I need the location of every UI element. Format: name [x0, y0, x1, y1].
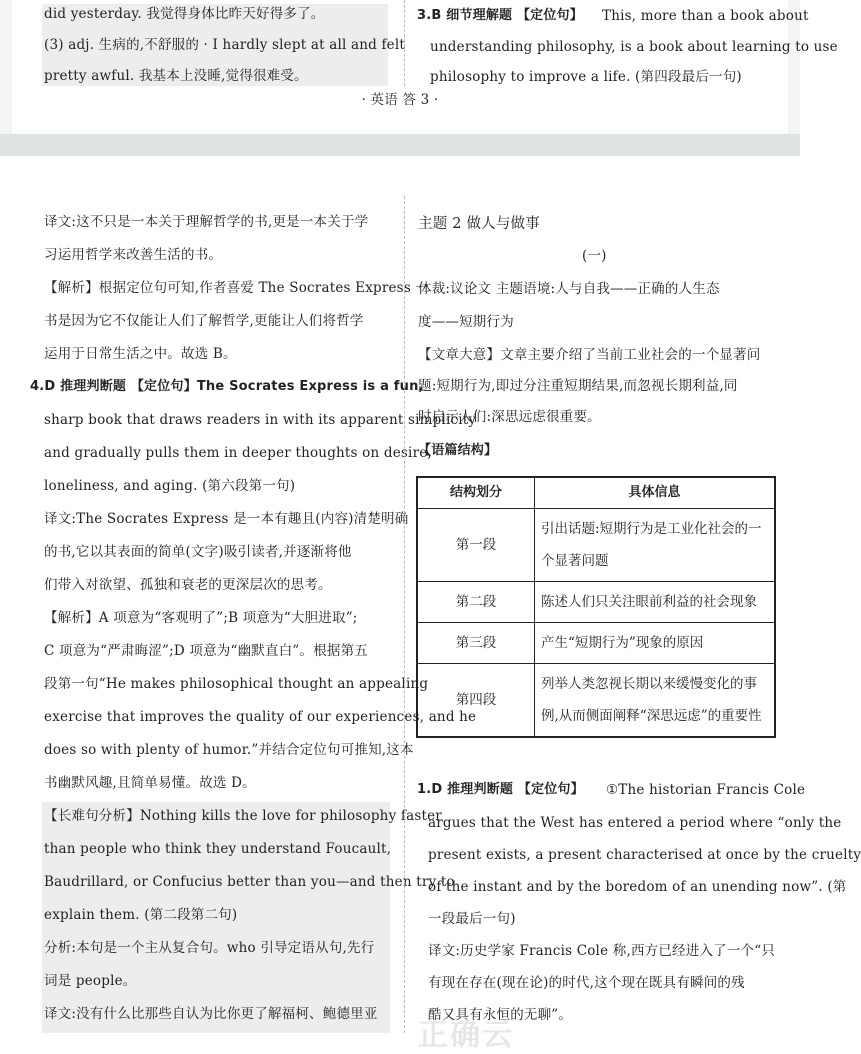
left-line-1: 译文:这不只是一本关于理解哲学的书,更是一本关于学 [44, 214, 369, 230]
genre-line-1: 体裁:议论文 主题语境:人与自我——正确的人生态 [418, 281, 720, 297]
left-line-22: explain them. (第二段第二句) [44, 907, 238, 923]
genre-line-2: 度——短期行为 [418, 314, 514, 330]
left-line-17: does so with plenty of humor.”并结合定位句可推知,这本 [44, 742, 414, 758]
left-line-5: 运用于日常生活之中。故选 B。 [44, 346, 237, 362]
column-divider-top [404, 0, 405, 86]
left-line-25: 译文:没有什么比那些自认为比你更了解福柯、鲍德里亚 [44, 1006, 378, 1022]
q4-heading: 4.D 推理判断题 【定位句】The Socrates Express is a fun, [30, 379, 424, 394]
section-number: (一) [582, 248, 607, 264]
q1-line-4: of the instant and by the boredom of an unending now”. (第 [428, 879, 847, 895]
page-gap [0, 134, 800, 156]
top-left-line-3: pretty awful. 我基本上没睡,觉得很难受。 [44, 68, 308, 84]
column-divider [404, 196, 405, 1033]
table-cell-info: 陈述人们只关注眼前利益的社会现象 [535, 582, 776, 623]
left-line-2: 习运用哲学来改善生活的书。 [44, 247, 223, 263]
q1-line-5: 一段最后一句) [428, 911, 516, 927]
left-line-12: 们带入对欲望、孤独和衰老的更深层次的思考。 [44, 577, 332, 593]
summary-line-1: 【文章大意】文章主要介绍了当前工业社会的一个显著问 [418, 347, 761, 363]
table-cell-info: 产生“短期行为”现象的原因 [535, 623, 776, 664]
theme-title: 主题 2 做人与做事 [418, 216, 540, 232]
left-line-7: sharp book that draws readers in with its apparent simplicity [44, 412, 477, 428]
summary-line-3: 时启示人们:深思远虑很重要。 [418, 409, 601, 425]
left-line-8: and gradually pulls them in deeper thoughts on desire, [44, 445, 432, 461]
q1-line-3: present exists, a present characterised at once by the cruelty [428, 847, 861, 863]
left-line-23: 分析:本句是一个主从复合句。who 引导定语从句,先行 [44, 940, 375, 956]
table-cell-part: 第二段 [417, 582, 535, 623]
table-cell-part: 第三段 [417, 623, 535, 664]
top-left-line-1: did yesterday. 我觉得身体比昨天好得多了。 [44, 6, 325, 22]
table-cell-info: 列举人类忽视长期以来缓慢变化的事例,从而侧面阐释“深思远虑”的重要性 [535, 664, 776, 738]
q3-line-2: understanding philosophy, is a book about learning to use [430, 39, 838, 55]
table-cell-info: 引出话题:短期行为是工业化社会的一个显著问题 [535, 509, 776, 582]
q3-line-1: This, more than a book about [602, 8, 809, 24]
q1-line-2: argues that the West has entered a period where “only the [428, 815, 842, 831]
left-line-3: 【解析】根据定位句可知,作者喜爱 The Socrates Express 一 [44, 280, 430, 296]
q3-line-3: philosophy to improve a life. (第四段最后一句) [430, 69, 742, 85]
left-line-11: 的书,它以其表面的简单(文字)吸引读者,并逐渐将他 [44, 544, 352, 560]
summary-line-2: 题:短期行为,即过分注重短期结果,而忽视长期利益,同 [418, 378, 738, 394]
structure-heading: 【语篇结构】 [418, 443, 498, 458]
left-line-24: 词是 people。 [44, 973, 137, 989]
q1-line-8: 酷又具有永恒的无聊”。 [428, 1007, 573, 1023]
table-header-row [417, 477, 775, 509]
top-left-line-2: (3) adj. 生病的,不舒服的 · I hardly slept at all and felt [44, 37, 405, 53]
left-line-4: 书是因为它不仅能让人们了解哲学,更能让人们将哲学 [44, 313, 364, 329]
q1-heading: 1.D 推理判断题 【定位句】 [417, 782, 584, 797]
q1-line-6: 译文:历史学家 Francis Cole 称,西方已经进入了一个“只 [428, 943, 776, 959]
left-line-13: 【解析】A 项意为“客观明了”;B 项意为“大胆进取”; [44, 610, 358, 626]
left-line-14: C 项意为“严肃晦涩”;D 项意为“幽默直白”。根据第五 [44, 643, 368, 659]
table-row [417, 664, 775, 738]
watermark: 正确云 [418, 1018, 514, 1053]
table-row [417, 582, 775, 623]
q3-heading: 3.B 细节理解题 【定位句】 [417, 8, 583, 23]
left-line-16: exercise that improves the quality of our experiences, and he [44, 709, 477, 725]
left-line-15: 段第一句“He makes philosophical thought an appealing [44, 676, 429, 692]
left-line-19: 【长难句分析】Nothing kills the love for philosophy faster [44, 808, 442, 824]
table-cell-part: 第四段 [417, 664, 535, 738]
left-line-10: 译文:The Socrates Express 是一本有趣且(内容)清楚明确 [44, 511, 409, 527]
table-cell-part: 第一段 [417, 509, 535, 582]
table-row [417, 623, 775, 664]
left-line-18: 书幽默风趣,且简单易懂。故选 D。 [44, 775, 256, 791]
table-header-part: 结构划分 [417, 477, 535, 509]
q1-line-7: 有现在存在(现在论)的时代,这个现在既具有瞬间的残 [428, 975, 745, 991]
table-row [417, 509, 775, 582]
left-line-9: loneliness, and aging. (第六段第一句) [44, 478, 296, 494]
table-header-info: 具体信息 [535, 477, 776, 509]
top-page-card [12, 0, 838, 134]
left-line-21: Baudrillard, or Confucius better than you—and then try to [44, 874, 455, 890]
q1-line-1: ①The historian Francis Cole [606, 782, 806, 798]
page-footer: · 英语 答 3 · [361, 92, 439, 108]
left-line-20: than people who think they understand Foucault, [44, 841, 392, 857]
structure-table [416, 476, 776, 738]
